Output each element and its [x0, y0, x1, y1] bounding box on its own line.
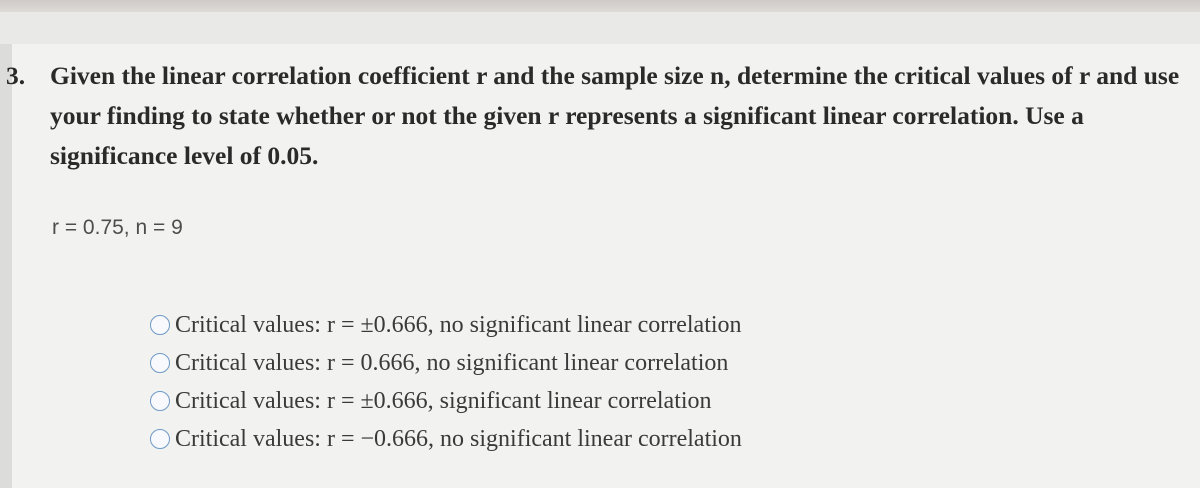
radio-button-icon[interactable]: [150, 353, 170, 373]
answer-options: [150, 306, 742, 458]
option-label[interactable]: Critical values: r = 0.666, no significant linear correlation: [175, 349, 729, 376]
option-label[interactable]: Critical values: r = ±0.666, no significant linear correlation: [175, 311, 742, 338]
option-label[interactable]: Critical values: r = −0.666, no significant linear correlation: [175, 425, 742, 452]
question-number: 3.: [6, 61, 26, 90]
radio-button-icon[interactable]: [150, 315, 170, 335]
radio-button-icon[interactable]: [150, 391, 170, 411]
answer-option-3[interactable]: [150, 382, 742, 420]
option-label[interactable]: Critical values: r = ±0.666, significant linear correlation: [175, 387, 712, 414]
answer-option-4[interactable]: [150, 420, 742, 458]
question-text: Given the linear correlation coefficient r and the sample size n, determine the critical values of r and use your finding to state whether or not the given r represents a significant linear correlation. Use a significance level of 0.05.: [50, 61, 1180, 170]
question-prompt: [6, 56, 1186, 176]
top-border: [0, 0, 1200, 12]
radio-button-icon[interactable]: [150, 429, 170, 449]
answer-option-1[interactable]: [150, 306, 742, 344]
given-values: r = 0.75, n = 9: [52, 216, 183, 239]
answer-option-2[interactable]: [150, 344, 742, 382]
